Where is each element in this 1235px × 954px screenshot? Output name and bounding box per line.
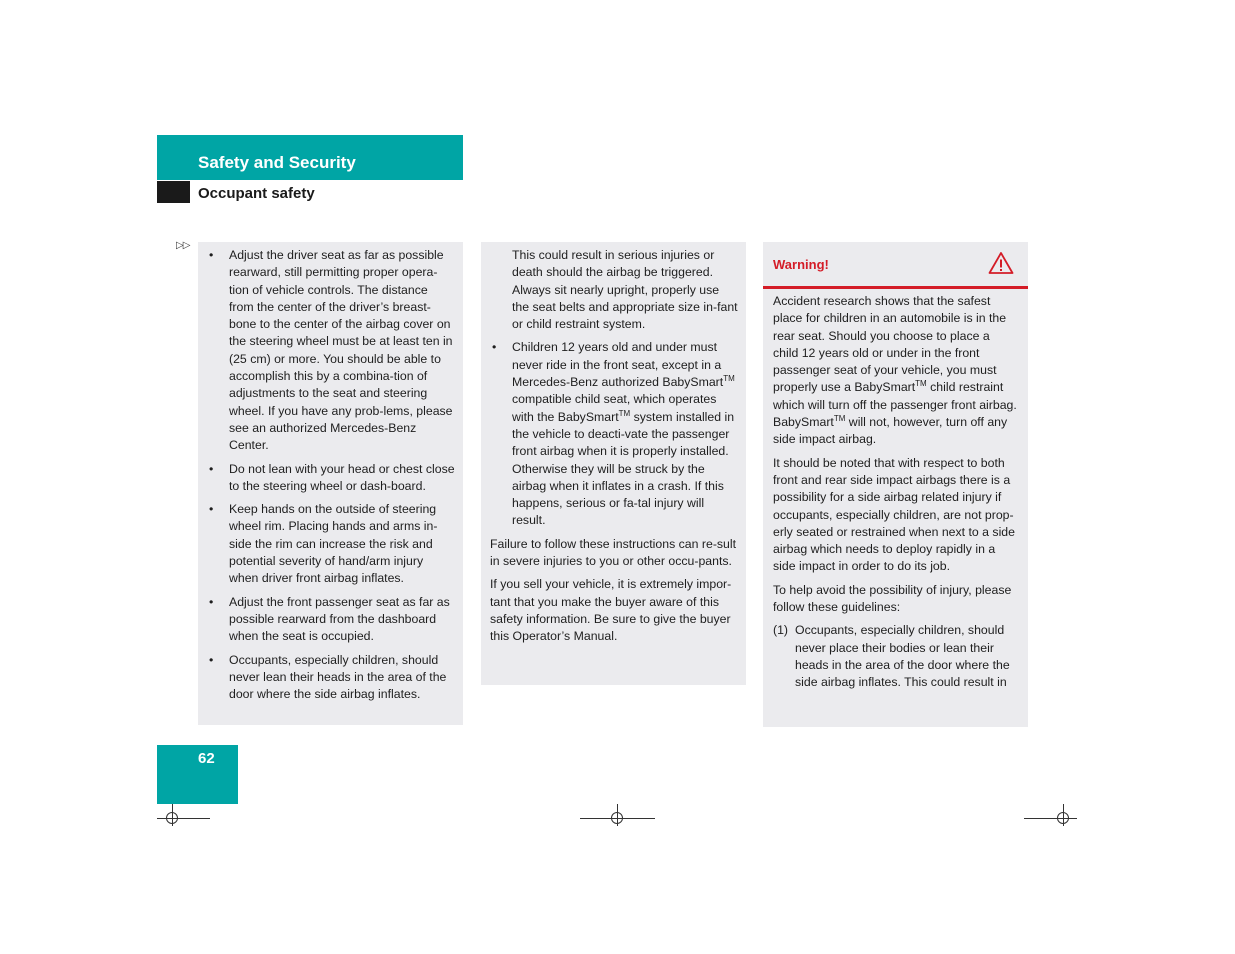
crop-mark-icon	[157, 804, 211, 826]
continued-arrows-icon: ▷▷	[176, 240, 190, 251]
warning-triangle-icon	[988, 251, 1014, 275]
warning-paragraph: Accident research shows that the safest place for children in an automobile is in the rear seat. Should you choose to place a child 12 years old or under in the front passenger seat of your vehicle, you must properly use a BabySmart™ child restraint which will turn off the passenger front airbag. BabySmart™ will not, however, turn off any side impact airbag.	[773, 294, 1017, 447]
column-2	[481, 242, 746, 685]
warning-paragraph: It should be noted that with respect to both front and rear side impact airbags there is a possibility for a side airbag related injury if occupants, especially children, are not prop-erly seated or restrained when next to a side airbag which needs to deploy rapidly in a side impact in order to do its job.	[773, 455, 1015, 574]
continued-paragraph: This could result in serious injuries or death should the airbag be triggered. Always sit nearly upright, properly use the seat belts and appropriate size in-fant or child restraint system.	[512, 248, 738, 332]
guideline-list	[773, 622, 1018, 691]
list-item: • Adjust the front passenger seat as far as possible rearward from the dashboard when the seat is occupied.	[207, 594, 455, 646]
list-item: • Do not lean with your head or chest close to the steering wheel or dash-board.	[207, 461, 455, 496]
paragraph: Failure to follow these instructions can re-sult in severe injuries to you or other occu-pants.	[490, 536, 737, 569]
subsection-title: Occupant safety	[198, 185, 315, 202]
warning-label: Warning!	[773, 257, 829, 272]
crop-mark-icon	[1024, 804, 1078, 826]
bullet-list	[490, 339, 738, 529]
warning-body	[763, 289, 1028, 692]
list-item: (1) Occupants, especially children, should never place their bodies or lean their heads in the area of the door where the side airbag inflates. This could result in	[773, 623, 1010, 690]
list-item: • Occupants, especially children, should never lean their heads in the area of the door where the side airbag inflates.	[207, 652, 455, 704]
paragraph: If you sell your vehicle, it is extremely impor-tant that you make the buyer aware of this safety information. Be sure to give the buyer this Operator’s Manual.	[490, 577, 732, 644]
subsection-marker	[157, 181, 190, 203]
page-number: 62	[198, 750, 215, 767]
column-1	[198, 242, 463, 725]
list-item: • Children 12 years old and under must never ride in the front seat, except in a Mercedes-Benz authorized BabySmart™ compatible child seat, which operates with the BabySmart™ system installed in the vehicle to deacti-vate the passenger front airbag when it is properly installed. Otherwise they will be struck by the airbag when it inflates in a crash. If this happens, serious or fa-tal injury will result.	[490, 339, 738, 529]
crop-mark-icon	[580, 804, 656, 826]
warning-box	[763, 242, 1028, 727]
warning-header	[763, 242, 1028, 289]
bullet-list	[207, 247, 455, 703]
list-item: • Adjust the driver seat as far as possible rearward, still permitting proper opera-tion of vehicle controls. The distance from the center of the driver’s breast-bone to the center of the airbag cover on the steering wheel must be at least ten in (25 cm) or more. You should be able to accomplish this by a combina-tion of adjustments to the seat and steering wheel. If you have any prob-lems, please see an authorized Mercedes-Benz Center.	[207, 247, 455, 455]
section-title: Safety and Security	[198, 153, 356, 172]
warning-paragraph: To help avoid the possibility of injury, please follow these guidelines:	[773, 582, 1012, 615]
list-item: • Keep hands on the outside of steering wheel rim. Placing hands and arms in-side the rim can increase the risk and potential severity of hand/arm injury when driver front airbag inflates.	[207, 501, 455, 587]
